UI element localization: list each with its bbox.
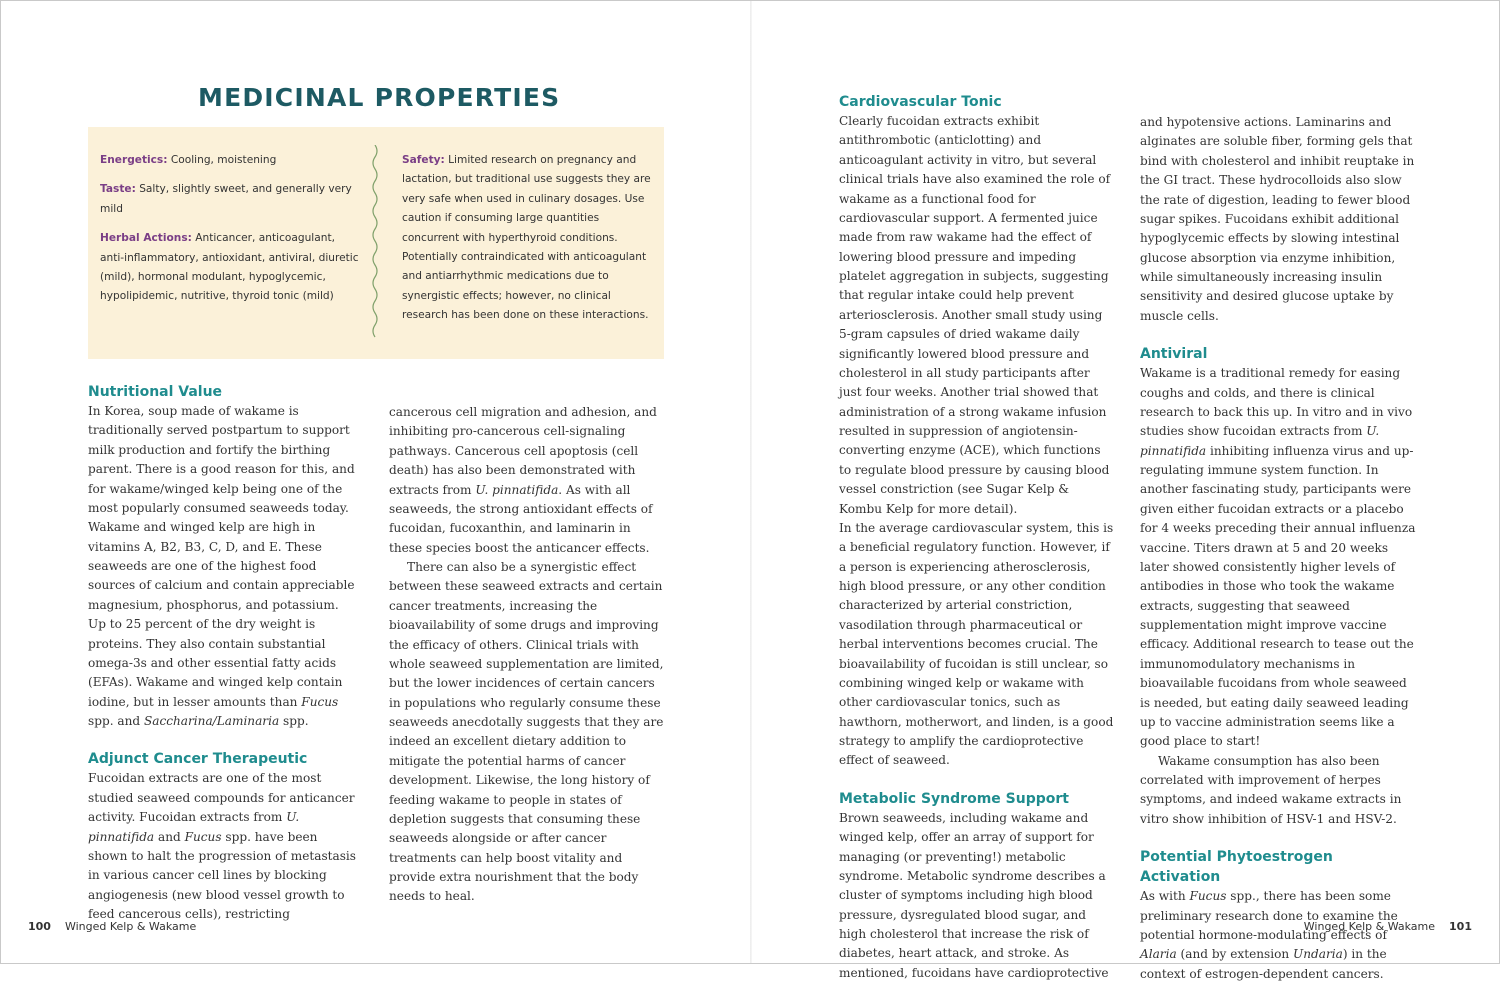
text-run: spp., there has been some preliminary research done to examine the potential hormone-modulating effects of: [1140, 889, 1398, 942]
italic-run: Fucus: [1189, 889, 1227, 904]
text-run: spp. and: [88, 714, 144, 728]
italic-run: Fucus: [184, 829, 222, 844]
cardiovascular-tonic-heading: Cardiovascular Tonic: [839, 94, 1002, 110]
italic-run: Alaria: [1140, 947, 1177, 962]
text-run: and: [154, 829, 185, 844]
taste-label: Taste:: [100, 183, 136, 196]
right-page-column-2: [1140, 113, 1416, 984]
text-run: Wakame is a traditional remedy for easing coughs and colds, and there is clinical research to back this up. In vitro and in vivo studies show fucoidan extracts from: [1140, 366, 1413, 439]
italic-run: U. pinnatifida: [88, 810, 300, 844]
page-title: MEDICINAL PROPERTIES: [198, 83, 561, 112]
italic-run: Saccharina/Laminaria: [143, 714, 280, 728]
text-run: (and by extension: [1176, 947, 1294, 962]
text-run: . As with all seaweeds, the strong antioxidant effects of fucoidan, fucoxanthin, and laminarin in these species boost the anticancer effects.: [389, 482, 653, 555]
phytoestrogen-paragraph: [1140, 887, 1416, 984]
text-run: cancerous cell migration and adhesion, and inhibiting pro-cancerous cell-signaling pathways. Cancerous cell apoptosis (cell death) has also been demonstrated with extracts from: [389, 405, 657, 497]
phytoestrogen-heading: Potential Phytoestrogen Activation: [1140, 849, 1333, 886]
adjunct-cancer-paragraph: [88, 769, 360, 924]
antiviral-paragraph-1: [1140, 364, 1416, 752]
left-page-number: 100: [28, 920, 51, 933]
synergistic-effect-paragraph: There can also be a synergistic effect between these seaweed extracts and certain cancer treatments, increasing the bioavailability of some drugs and improving the efficacy of others. Clinical trials with whole seaweed supplementation are limited, but the lower incidences of certain cancers in populations who regularly consume these seaweeds anecdotally suggests that they are indeed an excellent dietary addition to mitigate the potential harms of cancer development. Likewise, the long history of feeding wakame to people in states of depletion suggests that consuming these seaweeds alongside or after cancer treatments can help boost vitality and provide extra nourishment that the body needs to heal.: [389, 560, 664, 904]
herbal-actions-label: Herbal Actions:: [100, 232, 192, 245]
text-run: In Korea, soup made of wakame is traditionally served postpartum to support milk production and fortify the birthing parent. There is a good reason for this, and for wakame/winged kelp being one of the most popularly consumed seaweeds today. Wakame and winged kelp are high in vitamins A, B2, B3, C, D, and E. These seaweeds are one of the highest food sources of calcium and contain appreciable magnesium, phosphorus, and potassium. Up to 25 percent of the dry weight is proteins. They also contain substantial omega-3s and other essential fatty acids (EFAs). Wakame and winged kelp contain iodine, but in lesser amounts than: [88, 404, 355, 709]
italic-run: Fucus: [301, 694, 339, 709]
left-page-column-1: [88, 382, 360, 924]
left-footer: [28, 920, 196, 934]
italic-run: U. pinnatifida: [475, 482, 559, 497]
right-running-title: Winged Kelp & Wakame: [1303, 920, 1436, 933]
left-page-column-2: [389, 403, 665, 907]
wavy-divider: [370, 145, 380, 341]
text-run: spp.: [279, 714, 309, 728]
properties-sidebar-box: [88, 127, 664, 359]
text-run: spp. have been shown to halt the progression of metastasis in various cancer cell lines by blocking angiogenesis (new blood vessel growth to feed cancerous cells), restricting: [88, 829, 356, 921]
antiviral-paragraph-2: Wakame consumption has also been correlated with improvement of herpes symptoms, and indeed wakame extracts in vitro show inhibition of HSV-1 and HSV-2.: [1140, 753, 1402, 826]
cardiovascular-paragraph-2: In the average cardiovascular system, this is a beneficial regulatory function. However, if a person is experiencing atherosclerosis, high blood pressure, or any other condition characterized by arterial constriction, vasodilation through pharmaceutical or herbal interventions becomes crucial. The bioavailability of fucoidan is still unclear, so combining winged kelp or wakame with other cardiovascular tonics, such as hawthorn, motherwort, and linden, is a good strategy to amplify the cardioprotective effect of seaweed.: [839, 520, 1114, 768]
properties-right-column: [402, 151, 654, 336]
cancer-continued-paragraph: [389, 403, 665, 558]
right-page-column-1: [839, 92, 1115, 983]
text-run: Fucoidan extracts are one of the most studied seaweed compounds for anticancer activity. Fucoidan extracts from: [88, 771, 355, 825]
taste-text: Salty, slightly sweet, and generally very mild: [100, 183, 352, 215]
italic-run: Undaria: [1293, 947, 1343, 962]
italic-run: U. pinnatifida: [1140, 424, 1380, 458]
antiviral-heading: Antiviral: [1140, 346, 1208, 363]
text-run: As with: [1140, 889, 1190, 904]
right-footer: [1304, 920, 1472, 934]
herbal-actions-text: Anticancer, anticoagulant, anti-inflammatory, antioxidant, antiviral, diuretic (mild), hormonal modulant, hypoglycemic, hypolipidemic, nutritive, thyroid tonic (mild): [100, 232, 359, 303]
text-run: ) in the context of estrogen-dependent cancers.: [1140, 947, 1387, 981]
herbal-actions-entry: [100, 229, 362, 307]
adjunct-cancer-heading: Adjunct Cancer Therapeutic: [88, 751, 308, 768]
energetics-label: Energetics:: [100, 154, 168, 166]
right-page-number: 101: [1449, 920, 1472, 933]
metabolic-continued-paragraph: and hypotensive actions. Laminarins and alginates are soluble fiber, forming gels that bind with cholesterol and inhibit reuptake in the GI tract. These hydrocolloids also slow the rate of digestion, leading to fewer blood sugar spikes. Fucoidans exhibit additional hypoglycemic effects by slowing intestinal glucose absorption via enzyme inhibition, while simultaneously increasing insulin sensitivity and desired glucose uptake by muscle cells.: [1140, 115, 1415, 323]
nutritional-value-paragraph: [88, 402, 360, 731]
text-run: inhibiting influenza virus and up-regulating immune system function. In another fascinating study, participants were given either fucoidan extracts or a placebo for 4 weeks preceding their annual influenza vaccine. Titers drawn at 5 and 20 weeks later showed consistently higher levels of antibodies in those who took the wakame extracts, suggesting that seaweed supplementation might improve vaccine efficacy. Additional research to tease out the immunomodulatory mechanisms in bioavailable fucoidans from whole seaweed is needed, but eating daily seaweed leading up to vaccine administration seems like a good place to start!: [1140, 443, 1416, 749]
safety-text: Limited research on pregnancy and lactation, but traditional use suggests they are very safe when used in culinary dosages. Use caution if consuming large quantities concurrent with hyperthyroid conditions. Potentially contraindicated with anticoagulant and antiarrhythmic medications due to synergistic effects; however, no clinical research has been done on these interactions.: [402, 154, 651, 322]
cardiovascular-paragraph-1: Clearly fucoidan extracts exhibit antithrombotic (anticlotting) and anticoagulant activity in vitro, but several clinical trials have also examined the role of wakame as a functional food for cardiovascular support. A fermented juice made from raw wakame had the effect of lowering blood pressure and impeding platelet aggregation in subjects, suggesting that regular intake could help prevent arteriosclerosis. Another small study using 5-gram capsules of dried wakame daily significantly lowered blood pressure and cholesterol in all study participants after just four weeks. Another trial showed that administration of a strong wakame infusion resulted in suppression of angiotensin-converting enzyme (ACE), which functions to regulate blood pressure by causing blood vessel constriction (see Sugar Kelp & Kombu Kelp for more detail).: [839, 114, 1111, 516]
properties-left-column: [100, 151, 362, 317]
metabolic-syndrome-heading: Metabolic Syndrome Support: [839, 790, 1069, 807]
nutritional-value-heading: Nutritional Value: [88, 384, 223, 400]
taste-entry: [100, 180, 362, 219]
energetics-entry: [100, 151, 362, 170]
safety-entry: [402, 151, 654, 326]
left-running-title: Winged Kelp & Wakame: [64, 920, 197, 933]
safety-label: Safety:: [402, 154, 445, 166]
metabolic-syndrome-paragraph: Brown seaweeds, including wakame and winged kelp, offer an array of support for managing (or preventing!) metabolic syndrome. Metabolic syndrome describes a cluster of symptoms including high blood pressure, dysregulated blood sugar, and high cholesterol that increase the risk of diabetes, heart attack, and stroke. As mentioned, fucoidans have cardioprotective: [839, 810, 1109, 980]
energetics-text: Cooling, moistening: [170, 154, 277, 166]
page-gutter: [750, 1, 752, 963]
